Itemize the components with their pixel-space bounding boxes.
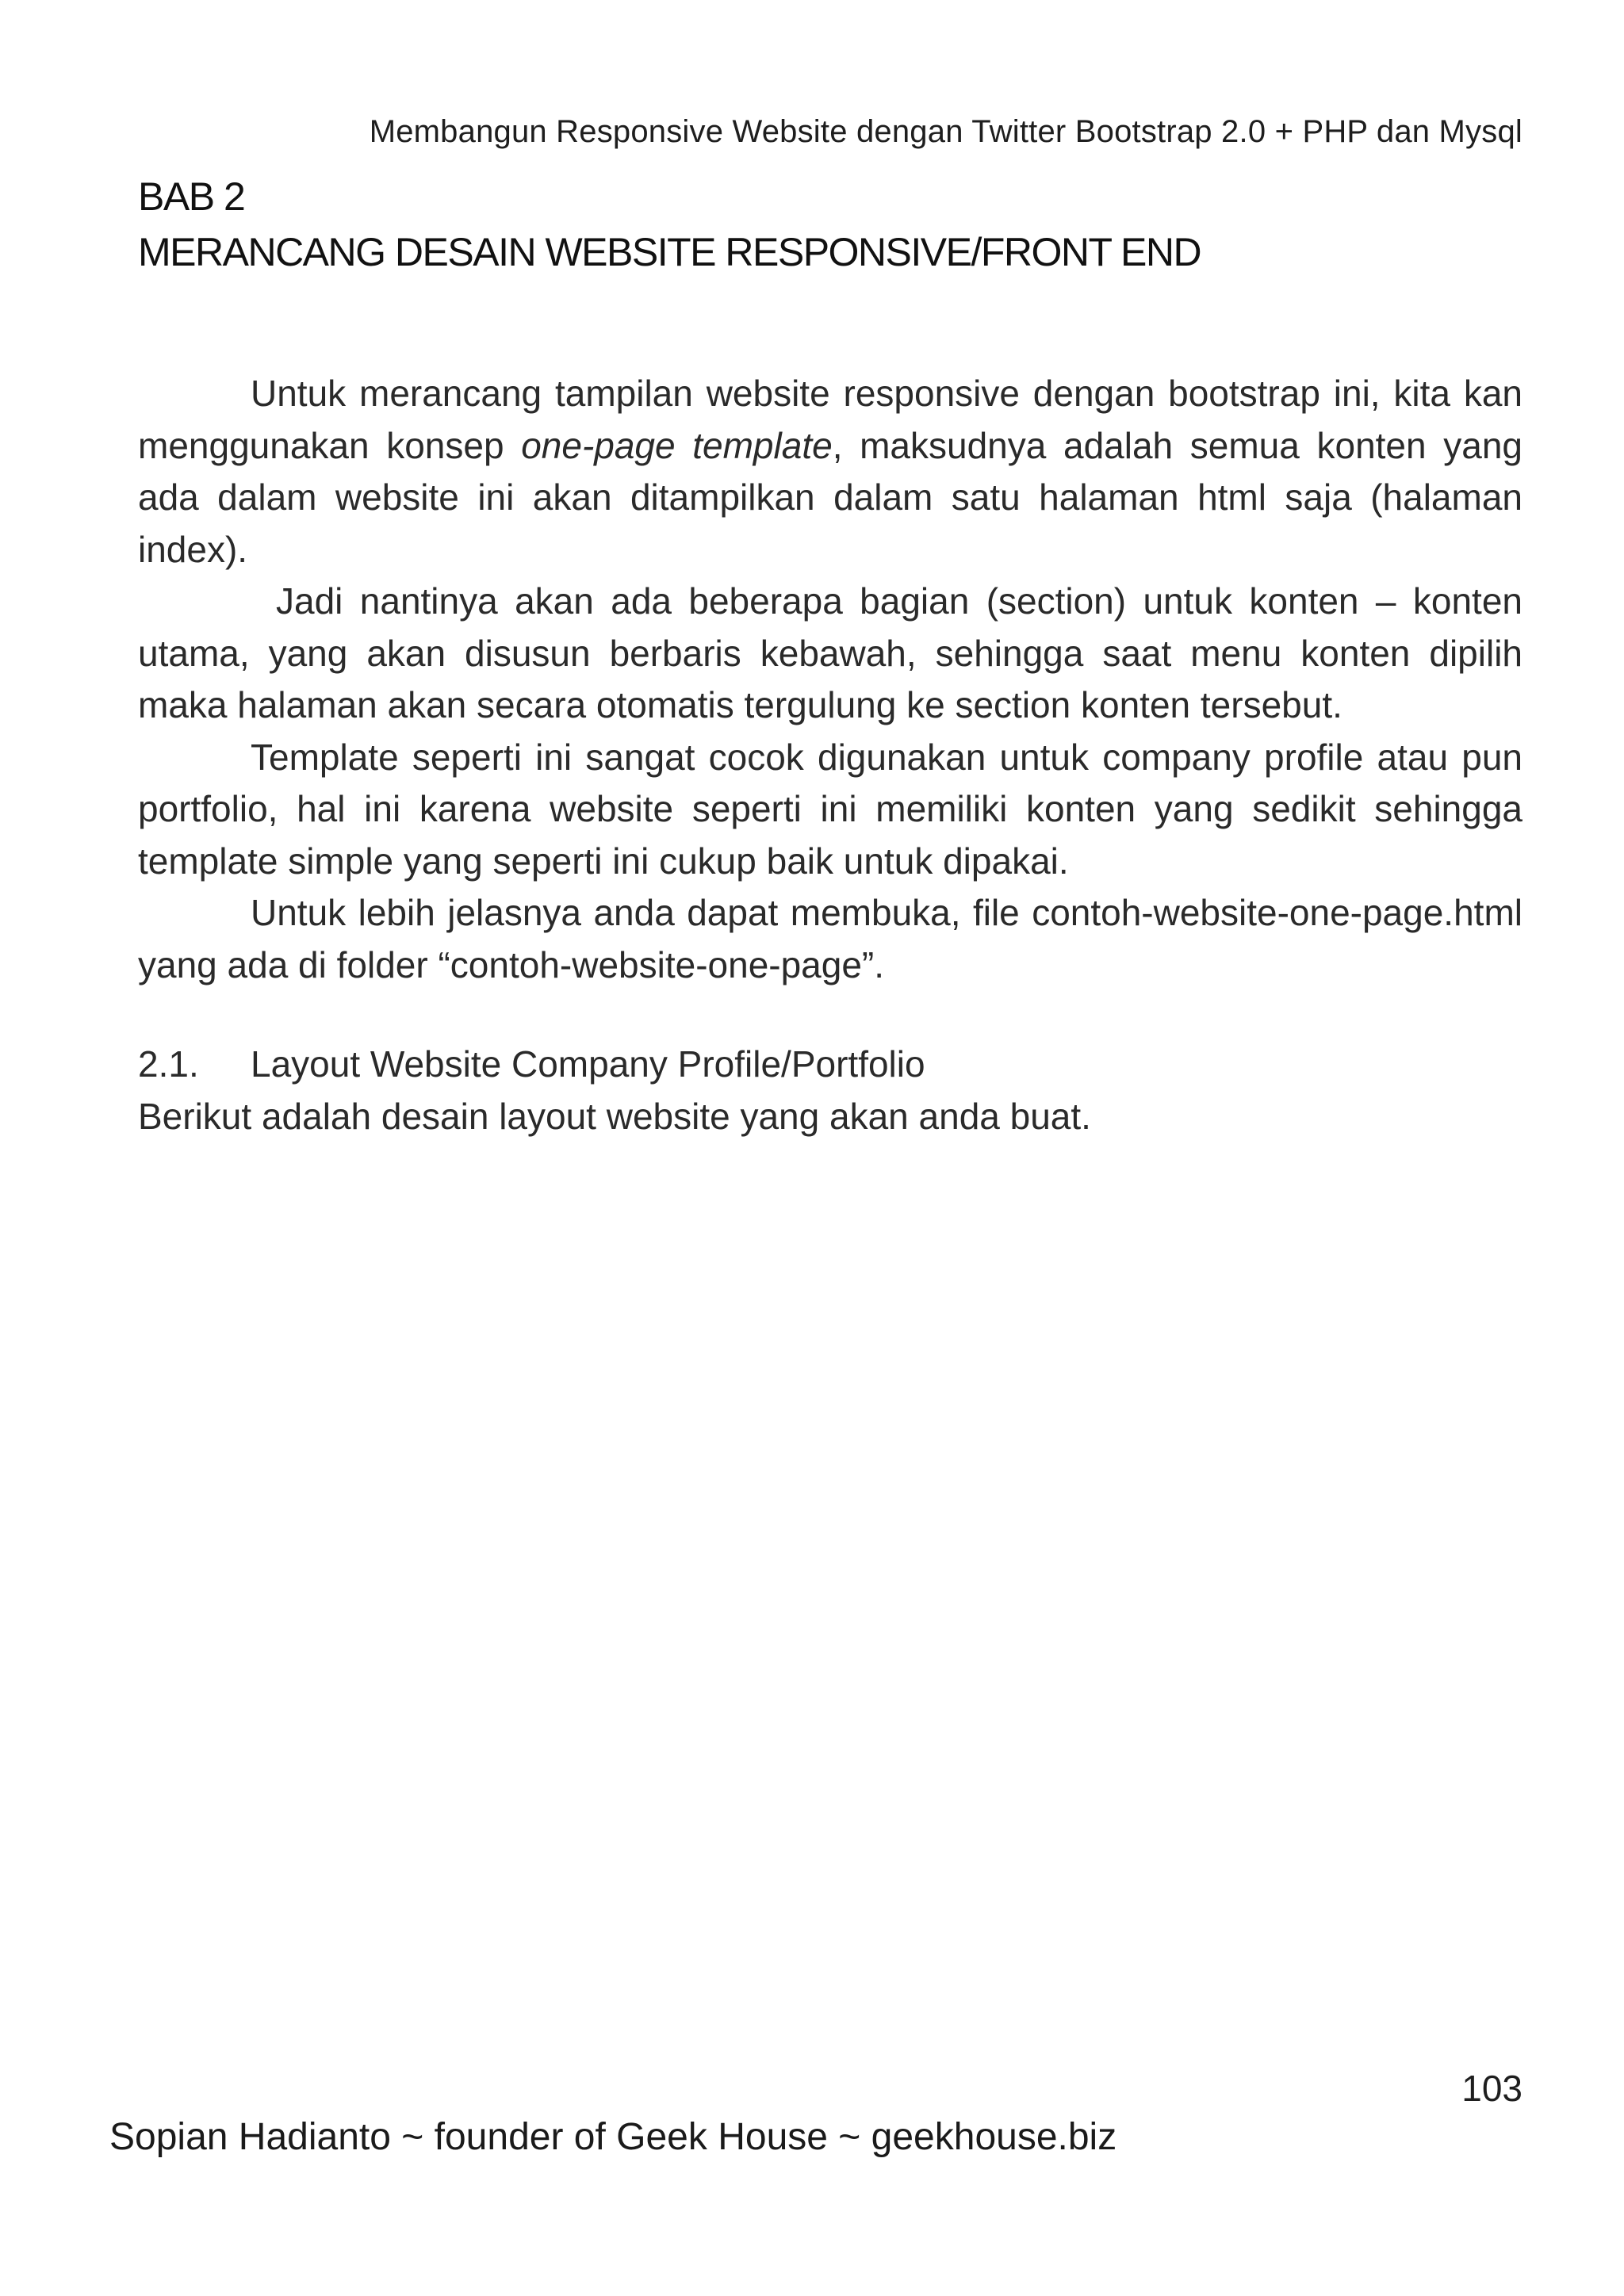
section-heading [138, 1039, 925, 1091]
section-intro: Berikut adalah desain layout website yang akan anda buat. [138, 1096, 1091, 1137]
body-text [138, 368, 1522, 991]
paragraph-1-emphasis: one-page template [521, 424, 833, 466]
paragraph-4: Untuk lebih jelasnya anda dapat membuka, file contoh-website-one-page.html yang ada di folder “contoh-website-one-page”. [138, 892, 1522, 985]
paragraph-1-lead: Untuk merancang tampilan website responsive dengan bootstrap ini, kita kan menggunakan konsep [138, 373, 1522, 466]
section-number: 2.1. [138, 1043, 199, 1085]
chapter-heading [138, 169, 1522, 280]
paragraph-2: Jadi nantinya akan ada beberapa bagian (section) untuk konten – konten utama, yang akan disusun berbaris kebawah, sehingga saat menu konten dipilih maka halaman akan secara otomatis tergulung ke section konten tersebut. [138, 580, 1522, 725]
chapter-number: BAB 2 [138, 174, 245, 219]
chapter-title: MERANCANG DESAIN WEBSITE RESPONSIVE/FRONT END [138, 230, 1201, 274]
paragraph-1-tail: , maksudnya adalah semua konten yang ada dalam website ini akan ditampilkan dalam satu halaman html saja (halaman index). [138, 424, 1522, 570]
section-title: Layout Website Company Profile/Portfolio [251, 1043, 925, 1085]
running-header: Membangun Responsive Website dengan Twitter Bootstrap 2.0 + PHP dan Mysql [369, 114, 1522, 149]
footer-credit: Sopian Hadianto ~ founder of Geek House ~ geekhouse.biz [109, 2116, 1117, 2158]
paragraph-1 [138, 368, 1522, 576]
paragraph-3: Template seperti ini sangat cocok digunakan untuk company profile atau pun portfolio, hal ini karena website seperti ini memiliki konten yang sedikit sehingga template simple yang seperti ini cukup baik untuk dipakai. [138, 736, 1522, 882]
page-number: 103 [1461, 2068, 1522, 2109]
